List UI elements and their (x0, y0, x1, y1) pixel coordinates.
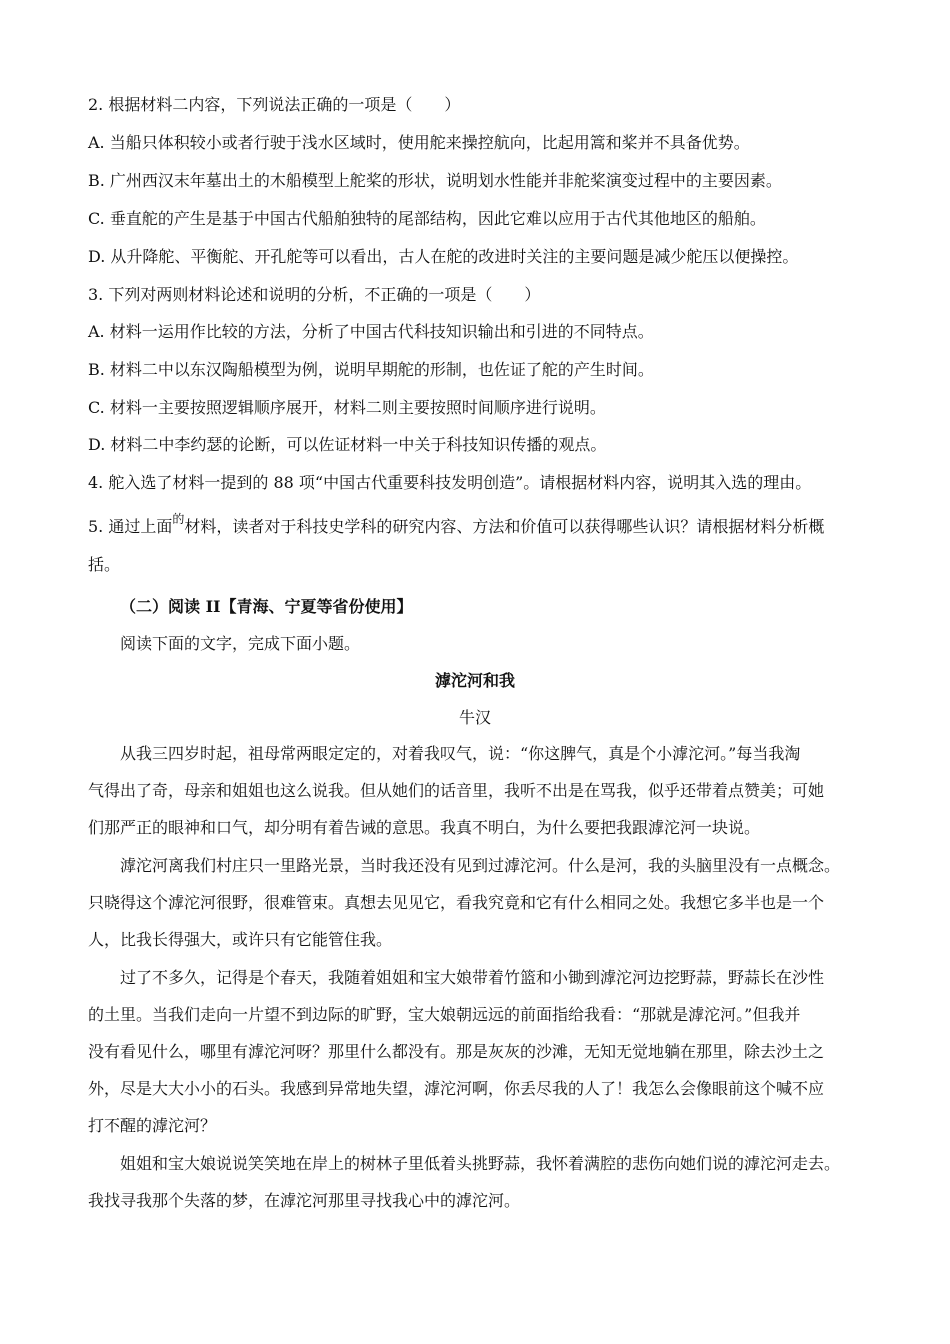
question-5-line-1 (88, 514, 824, 537)
article-paragraph-line: 们那严正的眼神和口气，却分明有着告诫的意思。我真不明白，为什么要把我跟滹沱河一块说。 (88, 818, 761, 837)
article-paragraph-line: 姐姐和宝大娘说说笑笑地在岸上的树林子里低着头挑野蒜，我怀着满腔的悲伤向她们说的滹沱河走去。 (120, 1154, 841, 1173)
question-3-option-c: C. 材料一主要按照逻辑顺序展开，材料二则主要按照时间顺序进行说明。 (88, 398, 606, 417)
question-2-option-b: B. 广州西汉末年墓出土的木船模型上舵桨的形状，说明划水性能并非舵桨演变过程中的主要因素。 (88, 171, 782, 190)
article-paragraph-line: 打不醒的滹沱河？ (88, 1116, 217, 1135)
question-2-option-d: D. 从升降舵、平衡舵、开孔舵等可以看出，古人在舵的改进时关注的主要问题是减少舵压以便操控。 (88, 247, 799, 266)
section-instruction: 阅读下面的文字，完成下面小题。 (120, 634, 361, 653)
article-paragraph-line: 气得出了奇，母亲和姐姐也这么说我。但从她们的话音里，我听不出是在骂我，似乎还带着点赞美；可她 (88, 781, 825, 800)
question-2-option-a: A. 当船只体积较小或者行驶于浅水区域时，使用舵来操控航向，比起用篙和桨并不具备优势。 (88, 133, 750, 152)
article-paragraph-line: 我找寻我那个失落的梦，在滹沱河那里寻找我心中的滹沱河。 (88, 1191, 521, 1210)
question-2-stem: 2. 根据材料二内容，下列说法正确的一项是（ ） (88, 95, 461, 114)
article-title: 滹沱河和我 (434, 671, 515, 690)
question-3-option-a: A. 材料一运用作比较的方法，分析了中国古代科技知识输出和引进的不同特点。 (88, 322, 654, 341)
question-3-option-b: B. 材料二中以东汉陶船模型为例，说明早期舵的形制，也佐证了舵的产生时间。 (88, 360, 654, 379)
article-paragraph-line: 滹沱河离我们村庄只一里路光景，当时我还没有见到过滹沱河。什么是河，我的头脑里没有一点概念。 (120, 856, 841, 875)
question-3-option-d: D. 材料二中李约瑟的论断，可以佐证材料一中关于科技知识传播的观点。 (88, 435, 607, 454)
article-paragraph-line: 只晓得这个滹沱河很野，很难管束。真想去见见它，看我究竟和它有什么相同之处。我想它多半也是一个 (88, 893, 825, 912)
question-5-superscript: 的 (172, 512, 185, 526)
article-paragraph-line: 过了不多久，记得是个春天，我随着姐姐和宝大娘带着竹篮和小锄到滹沱河边挖野蒜，野蒜长在沙性 (120, 968, 825, 987)
section-heading: （二）阅读 II【青海、宁夏等省份使用】 (120, 597, 413, 616)
article-paragraph-line: 外，尽是大大小小的石头。我感到异常地失望，滹沱河啊，你丢尽我的人了！我怎么会像眼前这个喊不应 (88, 1079, 825, 1098)
article-paragraph-line: 人，比我长得强大，或许只有它能管住我。 (88, 930, 393, 949)
question-4: 4. 舵入选了材料一提到的 88 项“中国古代重要科技发明创造”。请根据材料内容，说明其入选的理由。 (88, 473, 812, 492)
question-5-part-1: 5. 通过上面 (88, 517, 173, 536)
question-2-option-c: C. 垂直舵的产生是基于中国古代船舶独特的尾部结构，因此它难以应用于古代其他地区的船舶。 (88, 209, 766, 228)
article-paragraph-line: 从我三四岁时起，祖母常两眼定定的，对着我叹气，说：“你这脾气，真是个小滹沱河。”每当我淘 (120, 744, 801, 763)
question-3-stem: 3. 下列对两则材料论述和说明的分析，不正确的一项是（ ） (88, 285, 541, 304)
question-5-part-2: 材料，读者对于科技史学科的研究内容、方法和价值可以获得哪些认识？请根据材料分析概 (184, 517, 825, 536)
article-paragraph-line: 没有看见什么，哪里有滹沱河呀？那里什么都没有。那是灰灰的沙滩，无知无觉地躺在那里，除去沙土之 (88, 1042, 825, 1061)
article-author: 牛汉 (458, 708, 491, 727)
question-5-line-2: 括。 (88, 555, 121, 574)
article-paragraph-line: 的土里。当我们走向一片望不到边际的旷野，宝大娘朝远远的前面指给我看：“那就是滹沱河。”但我并 (88, 1005, 801, 1024)
